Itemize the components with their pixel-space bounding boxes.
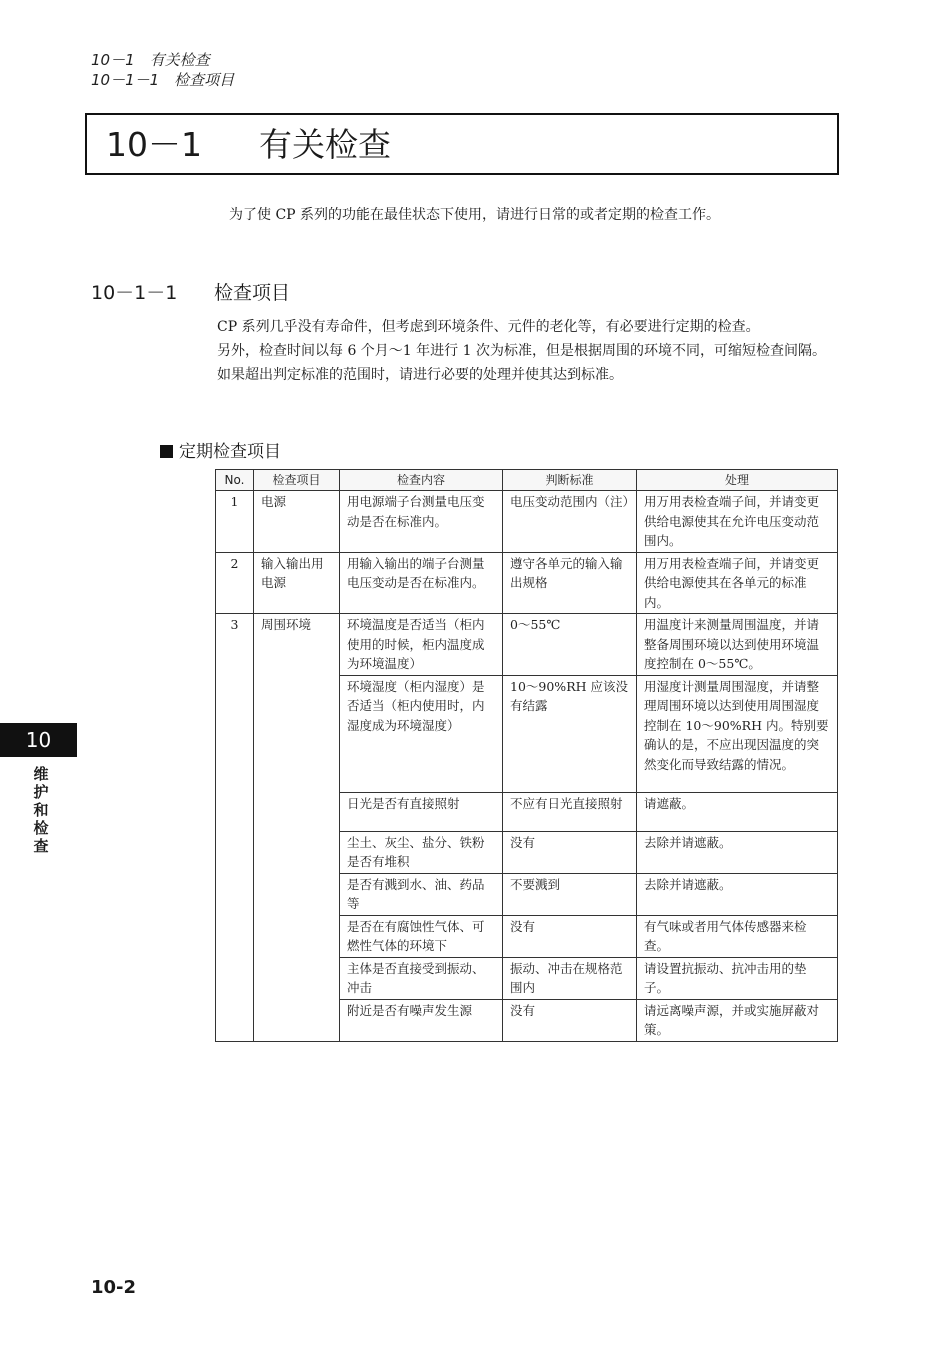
- header-content: 检查内容: [340, 470, 503, 491]
- cell-action: 请远离噪声源，并或实施屏蔽对策。: [637, 999, 838, 1041]
- cell-action: 去除并请遮蔽。: [637, 873, 838, 915]
- running-head: [91, 50, 234, 90]
- cell-criteria: 振动、冲击在规格范围内: [503, 957, 637, 999]
- intro-text: 为了使 CP 系列的功能在最佳状态下使用，请进行日常的或者定期的检查工作。: [229, 207, 721, 223]
- table-row: [216, 491, 838, 553]
- cell-action: 用温度计来测量周围温度，并请整备周围环境以达到使用环境温度控制在 0～55℃。: [637, 614, 838, 676]
- cell-content: 尘土、灰尘、盐分、铁粉是否有堆积: [340, 831, 503, 873]
- cell-action: 有气味或者用气体传感器来检查。: [637, 915, 838, 957]
- square-bullet-icon: [160, 445, 173, 458]
- table-row: [216, 614, 838, 676]
- inspection-table: [215, 469, 838, 1042]
- cell-content: 日光是否有直接照射: [340, 792, 503, 831]
- cell-content: 环境湿度（柜内湿度）是否适当（柜内使用时，内湿度成为环境湿度）: [340, 675, 503, 792]
- cell-content: 附近是否有噪声发生源: [340, 999, 503, 1041]
- table-header-row: [216, 470, 838, 491]
- cell-action: 请遮蔽。: [637, 792, 838, 831]
- cell-criteria: 遵守各单元的输入输出规格: [503, 552, 637, 614]
- cell-content: 用输入输出的端子台测量电压变动是否在标准内。: [340, 552, 503, 614]
- cell-content: 环境温度是否适当（柜内使用的时候，柜内温度成为环境温度）: [340, 614, 503, 676]
- cell-criteria: 不应有日光直接照射: [503, 792, 637, 831]
- running-head-subsection: 10－1－1 检查项目: [91, 71, 235, 89]
- cell-item: 周围环境: [254, 614, 340, 1042]
- section-title: 有关检查: [259, 125, 391, 164]
- header-item: 检查项目: [254, 470, 340, 491]
- chapter-name-char: 护: [33, 783, 49, 801]
- cell-content: 用电源端子台测量电压变动是否在标准内。: [340, 491, 503, 553]
- running-head-section: 10－1 有关检查: [91, 51, 210, 69]
- subsection-number: 10－1－1: [91, 282, 178, 304]
- cell-no: 1: [216, 491, 254, 553]
- section-number: 10－1: [106, 125, 202, 164]
- header-criteria: 判断标准: [503, 470, 637, 491]
- chapter-name-char: 和: [33, 801, 49, 819]
- page-number: 10-2: [91, 1277, 137, 1298]
- table-row: [216, 552, 838, 614]
- cell-content: 是否在有腐蚀性气体、可燃性气体的环境下: [340, 915, 503, 957]
- section-title-box: [85, 113, 839, 175]
- cell-criteria: 不要溅到: [503, 873, 637, 915]
- body-paragraph: 另外，检查时间以每 6 个月～1 年进行 1 次为标准，但是根据周围的环境不同，可缩短检查间隔。: [217, 343, 826, 359]
- chapter-name: [31, 765, 51, 855]
- cell-criteria: 没有: [503, 915, 637, 957]
- cell-item: 电源: [254, 491, 340, 553]
- chapter-name-char: 维: [33, 765, 49, 783]
- cell-action: 用万用表检查端子间，并请变更供给电源使其在各单元的标准内。: [637, 552, 838, 614]
- header-action: 处理: [637, 470, 838, 491]
- cell-criteria: 没有: [503, 999, 637, 1041]
- cell-no: 3: [216, 614, 254, 1042]
- cell-content: 主体是否直接受到振动、冲击: [340, 957, 503, 999]
- cell-criteria: 0～55℃: [503, 614, 637, 676]
- cell-action: 用万用表检查端子间，并请变更供给电源使其在允许电压变动范围内。: [637, 491, 838, 553]
- cell-content: 是否有溅到水、油、药品等: [340, 873, 503, 915]
- cell-item: 输入输出用电源: [254, 552, 340, 614]
- chapter-name-char: 查: [33, 837, 49, 855]
- cell-action: 请设置抗振动、抗冲击用的垫子。: [637, 957, 838, 999]
- header-no: No.: [216, 470, 254, 491]
- cell-action: 用湿度计测量周围湿度，并请整理周围环境以达到使用周围湿度控制在 10～90%RH 内。特别要确认的是，不应出现因温度的突然变化而导致结露的情况。: [637, 675, 838, 792]
- cell-criteria: 10～90%RH 应该没有结露: [503, 675, 637, 792]
- body-text: [217, 315, 842, 387]
- cell-criteria: 没有: [503, 831, 637, 873]
- chapter-tab: 10: [0, 723, 77, 757]
- table-heading-text: 定期检查项目: [179, 442, 281, 462]
- cell-action: 去除并请遮蔽。: [637, 831, 838, 873]
- body-paragraph: CP 系列几乎没有寿命件，但考虑到环境条件、元件的老化等，有必要进行定期的检查。: [217, 319, 760, 335]
- subsection-title: 检查项目: [214, 282, 291, 304]
- chapter-name-char: 检: [33, 819, 49, 837]
- subsection-heading: [91, 280, 291, 306]
- cell-criteria: 电压变动范围内（注）: [503, 491, 637, 553]
- table-heading: [160, 440, 281, 464]
- body-paragraph: 如果超出判定标准的范围时，请进行必要的处理并使其达到标准。: [217, 367, 623, 383]
- cell-no: 2: [216, 552, 254, 614]
